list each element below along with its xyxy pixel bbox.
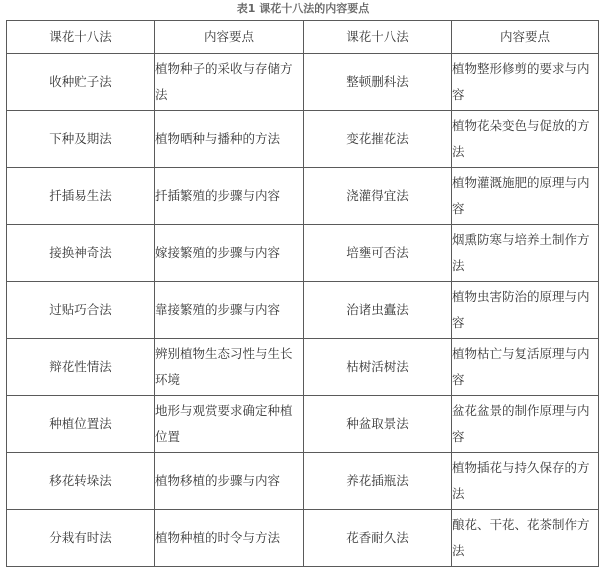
header-method-right: 课花十八法 [304,21,452,54]
method-content: 盆花盆景的制作原理与内容 [452,396,599,453]
table-row [7,111,599,168]
method-name: 分栽有时法 [7,510,155,567]
method-content: 植物种植的时令与方法 [155,510,304,567]
method-content: 烟熏防寒与培养土制作方法 [452,225,599,282]
method-content: 植物晒种与播种的方法 [155,111,304,168]
table-row [7,225,599,282]
method-name: 培壅可否法 [304,225,452,282]
table-row [7,168,599,225]
method-name: 养花插瓶法 [304,453,452,510]
method-name: 花香耐久法 [304,510,452,567]
table-row [7,282,599,339]
method-content: 植物种子的采收与存储方法 [155,54,304,111]
method-content: 辨别植物生态习性与生长环境 [155,339,304,396]
method-content: 植物整形修剪的要求与内容 [452,54,599,111]
table-row [7,54,599,111]
method-content: 植物移植的步骤与内容 [155,453,304,510]
method-content: 扦插繁殖的步骤与内容 [155,168,304,225]
header-method-left: 课花十八法 [7,21,155,54]
method-name: 整顿删科法 [304,54,452,111]
header-content-right: 内容要点 [452,21,599,54]
method-name: 移花转垛法 [7,453,155,510]
method-name: 过贴巧合法 [7,282,155,339]
table-caption: 表1 课花十八法的内容要点 [236,2,370,15]
method-content: 靠接繁殖的步骤与内容 [155,282,304,339]
header-content-left: 内容要点 [155,21,304,54]
method-content: 植物虫害防治的原理与内容 [452,282,599,339]
method-name: 治诸虫蠹法 [304,282,452,339]
method-content: 酿花、干花、花茶制作方法 [452,510,599,567]
method-name: 接换神奇法 [7,225,155,282]
method-name: 枯树活树法 [304,339,452,396]
method-name: 变花摧花法 [304,111,452,168]
method-content: 植物枯亡与复活原理与内容 [452,339,599,396]
content-table [6,20,599,567]
method-content: 植物花朵变色与促放的方法 [452,111,599,168]
method-content: 地形与观赏要求确定种植位置 [155,396,304,453]
header-row [7,21,599,54]
method-name: 浇灌得宜法 [304,168,452,225]
method-name: 辩花性情法 [7,339,155,396]
table-row [7,453,599,510]
method-name: 种盆取景法 [304,396,452,453]
method-content: 植物灌溉施肥的原理与内容 [452,168,599,225]
method-name: 种植位置法 [7,396,155,453]
method-content: 嫁接繁殖的步骤与内容 [155,225,304,282]
method-name: 收种贮子法 [7,54,155,111]
table-row [7,396,599,453]
method-name: 下种及期法 [7,111,155,168]
method-content: 植物插花与持久保存的方法 [452,453,599,510]
method-name: 扦插易生法 [7,168,155,225]
table-row [7,339,599,396]
table-row [7,510,599,567]
